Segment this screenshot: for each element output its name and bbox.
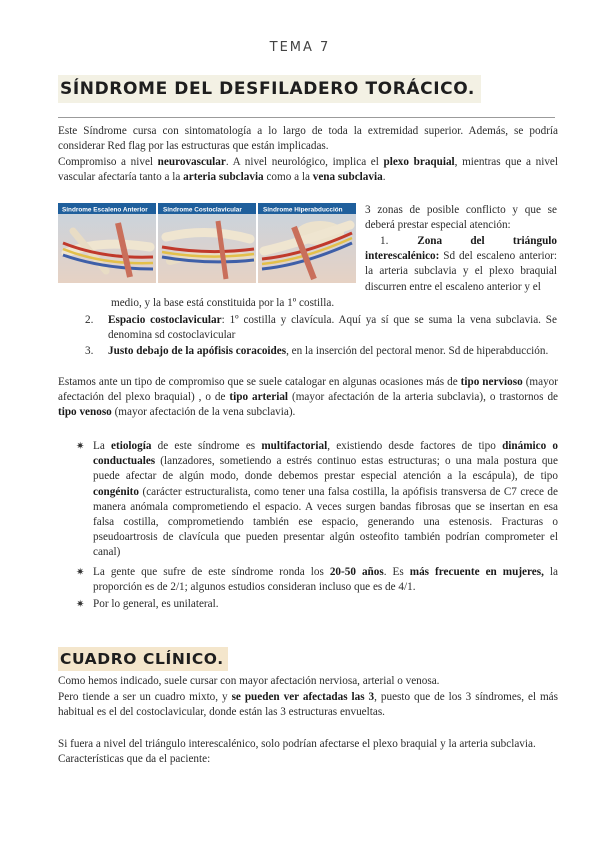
- bullet-body: [93, 439, 558, 561]
- text-run: .: [382, 171, 386, 184]
- intro-paragraph-1: [58, 124, 558, 154]
- bold-term: tipo venoso: [58, 406, 112, 419]
- zone-3-title: Justo debajo de la apófisis coracoides: [108, 345, 287, 357]
- text-run: (lanzadores, sometiendo a estrés continuo estas estructuras; o una mala postura que puede afectar de algún modo, donde debemos prestar especial atención a la escápula), de tipo: [93, 455, 558, 483]
- zones-intro: 3 zonas de posible conflicto y que se deberá prestar especial atención:: [365, 204, 557, 232]
- zone-2-body: [108, 313, 557, 343]
- zone-2-item: [85, 313, 557, 343]
- zone-2-title: Espacio costoclavicular: [108, 314, 222, 326]
- bold-term: más frecuente en mujeres,: [409, 566, 544, 578]
- text-run: . Es: [383, 566, 410, 578]
- text-run: como a la: [263, 171, 313, 184]
- text-run: (mayor afectación de la vena subclavia).: [111, 406, 296, 419]
- clinical-paragraph-4: Características que da el paciente:: [58, 753, 211, 765]
- text-run: Compromiso a nivel: [58, 156, 158, 168]
- text-run: la proporción es de 2/1; algunos estudios consideran incluso que es de 4/1.: [93, 566, 558, 594]
- zone-2-text: : 1º costilla y clavícula. Aquí ya sí que se suma la vena subclavia. Se denomina sd costoclavicular: [108, 314, 557, 342]
- zone-2-number: 2.: [85, 314, 94, 326]
- bullet-unilateral: [76, 597, 558, 612]
- title-block: [58, 75, 481, 103]
- bold-term: plexo braquial: [383, 156, 455, 168]
- clinical-paragraph-2: [58, 690, 558, 720]
- text-run: de este síndrome es: [151, 440, 262, 452]
- zone-1-continuation: medio, y la base está constituida por la 1º costilla.: [111, 297, 335, 309]
- bold-term: dinámico o conductuales: [93, 440, 558, 468]
- text-run: , existiendo desde factores de tipo: [327, 440, 503, 452]
- title-divider: [58, 117, 555, 118]
- panel-label-2: Síndrome Costoclavicular: [163, 206, 242, 214]
- bullet-etiology: [76, 439, 558, 561]
- anatomy-illustration: [58, 203, 356, 283]
- page-title: SÍNDROME DEL DESFILADERO TORÁCICO.: [58, 75, 481, 103]
- zone-3-item: [85, 344, 557, 359]
- clinical-paragraph-3: Si fuera a nivel del triángulo interescalénico, solo podrían afectarse el plexo braquial y la arteria subclavia.: [58, 738, 536, 750]
- types-paragraph: [58, 375, 558, 421]
- text-run: La: [93, 440, 112, 452]
- zone-3-body: [108, 344, 557, 359]
- star-bullet-icon: ✷: [76, 599, 85, 610]
- text-run: , mientras que a nivel vascular afectaría tanto a la: [58, 156, 559, 184]
- bullet-body: Por lo general, es unilateral.: [93, 598, 219, 610]
- star-bullet-icon: ✷: [76, 567, 85, 578]
- panel-label-1: Síndrome Escaleno Anterior: [62, 206, 148, 214]
- bold-term: neurovascular: [157, 156, 226, 168]
- zone-3-number: 3.: [85, 345, 94, 357]
- zone-1-number: 1.: [380, 235, 389, 247]
- text-run: (carácter estructuralista, como tener una falsa costilla, la apófisis transversa de C7 crece de manera anómala comprometiendo el espacio. A veces surgen bandas fibrosas que se insertan en esa falsa costilla, comprometiendo también ese espacio, generando una estenosis. Fracturas o pseudoartrosis de clavícula que pueden presentar algún osteofito también podrían comprometer el canal): [93, 485, 558, 559]
- star-bullet-icon: ✷: [76, 441, 85, 452]
- bold-term: se pueden ver afectadas las 3: [231, 691, 375, 703]
- text-run: La gente que sufre de este síndrome ronda los: [93, 566, 330, 578]
- intro-paragraph-2: [58, 155, 558, 185]
- zone-1-text: Sd del escaleno anterior: la arteria subclavia y el plexo braquial discurren entre el escaleno anterior y el: [365, 250, 557, 293]
- panel-label-3: Síndrome Hiperabducción: [263, 206, 343, 214]
- zone-1-title: Zona del triángulo interescalénico:: [365, 235, 557, 263]
- bold-term: arteria subclavia: [183, 171, 264, 184]
- intro-text: Este Síndrome cursa con sintomatología a lo largo de toda la extremidad superior. Además, se podría considerar Red flag por las estructuras que están implicadas.: [58, 125, 558, 153]
- bold-term: etiología: [111, 440, 152, 452]
- clinical-paragraph-1: Como hemos indicado, suele cursar con mayor afectación nerviosa, arterial o venosa.: [58, 675, 440, 687]
- text-run: Pero tiende a ser un cuadro mixto, y: [58, 691, 232, 703]
- bullet-body: [93, 565, 558, 595]
- bold-term: 20-50 años: [329, 566, 384, 578]
- section-heading-block: [58, 647, 228, 671]
- bold-term: multifactorial: [261, 440, 328, 452]
- text-run: (mayor afectación del plexo braquial) , o de: [58, 376, 558, 404]
- text-run: (mayor afectación de la arteria subclavia), o trastornos de: [288, 391, 558, 404]
- text-run: , puesto que de los 3 síndromes, el más habitual es el del costoclavicular, donde están las 3 estructuras envueltas.: [58, 691, 558, 719]
- zone-1-item: [365, 234, 557, 295]
- text-run: Estamos ante un tipo de compromiso que se suele catalogar en algunas ocasiones más de: [58, 376, 461, 388]
- anatomy-figure: [58, 203, 356, 283]
- text-run: . A nivel neurológico, implica el: [225, 156, 384, 168]
- bold-term: tipo nervioso: [460, 376, 523, 388]
- bullet-demographics: [76, 565, 558, 595]
- section-heading: CUADRO CLÍNICO.: [58, 647, 228, 671]
- zone-3-text: , en la inserción del pectoral menor. Sd de hiperabducción.: [286, 345, 549, 357]
- bold-term: tipo arterial: [229, 391, 289, 404]
- bold-term: congénito: [93, 485, 139, 498]
- bold-term: vena subclavia: [312, 171, 383, 184]
- topic-label: TEMA 7: [269, 40, 331, 55]
